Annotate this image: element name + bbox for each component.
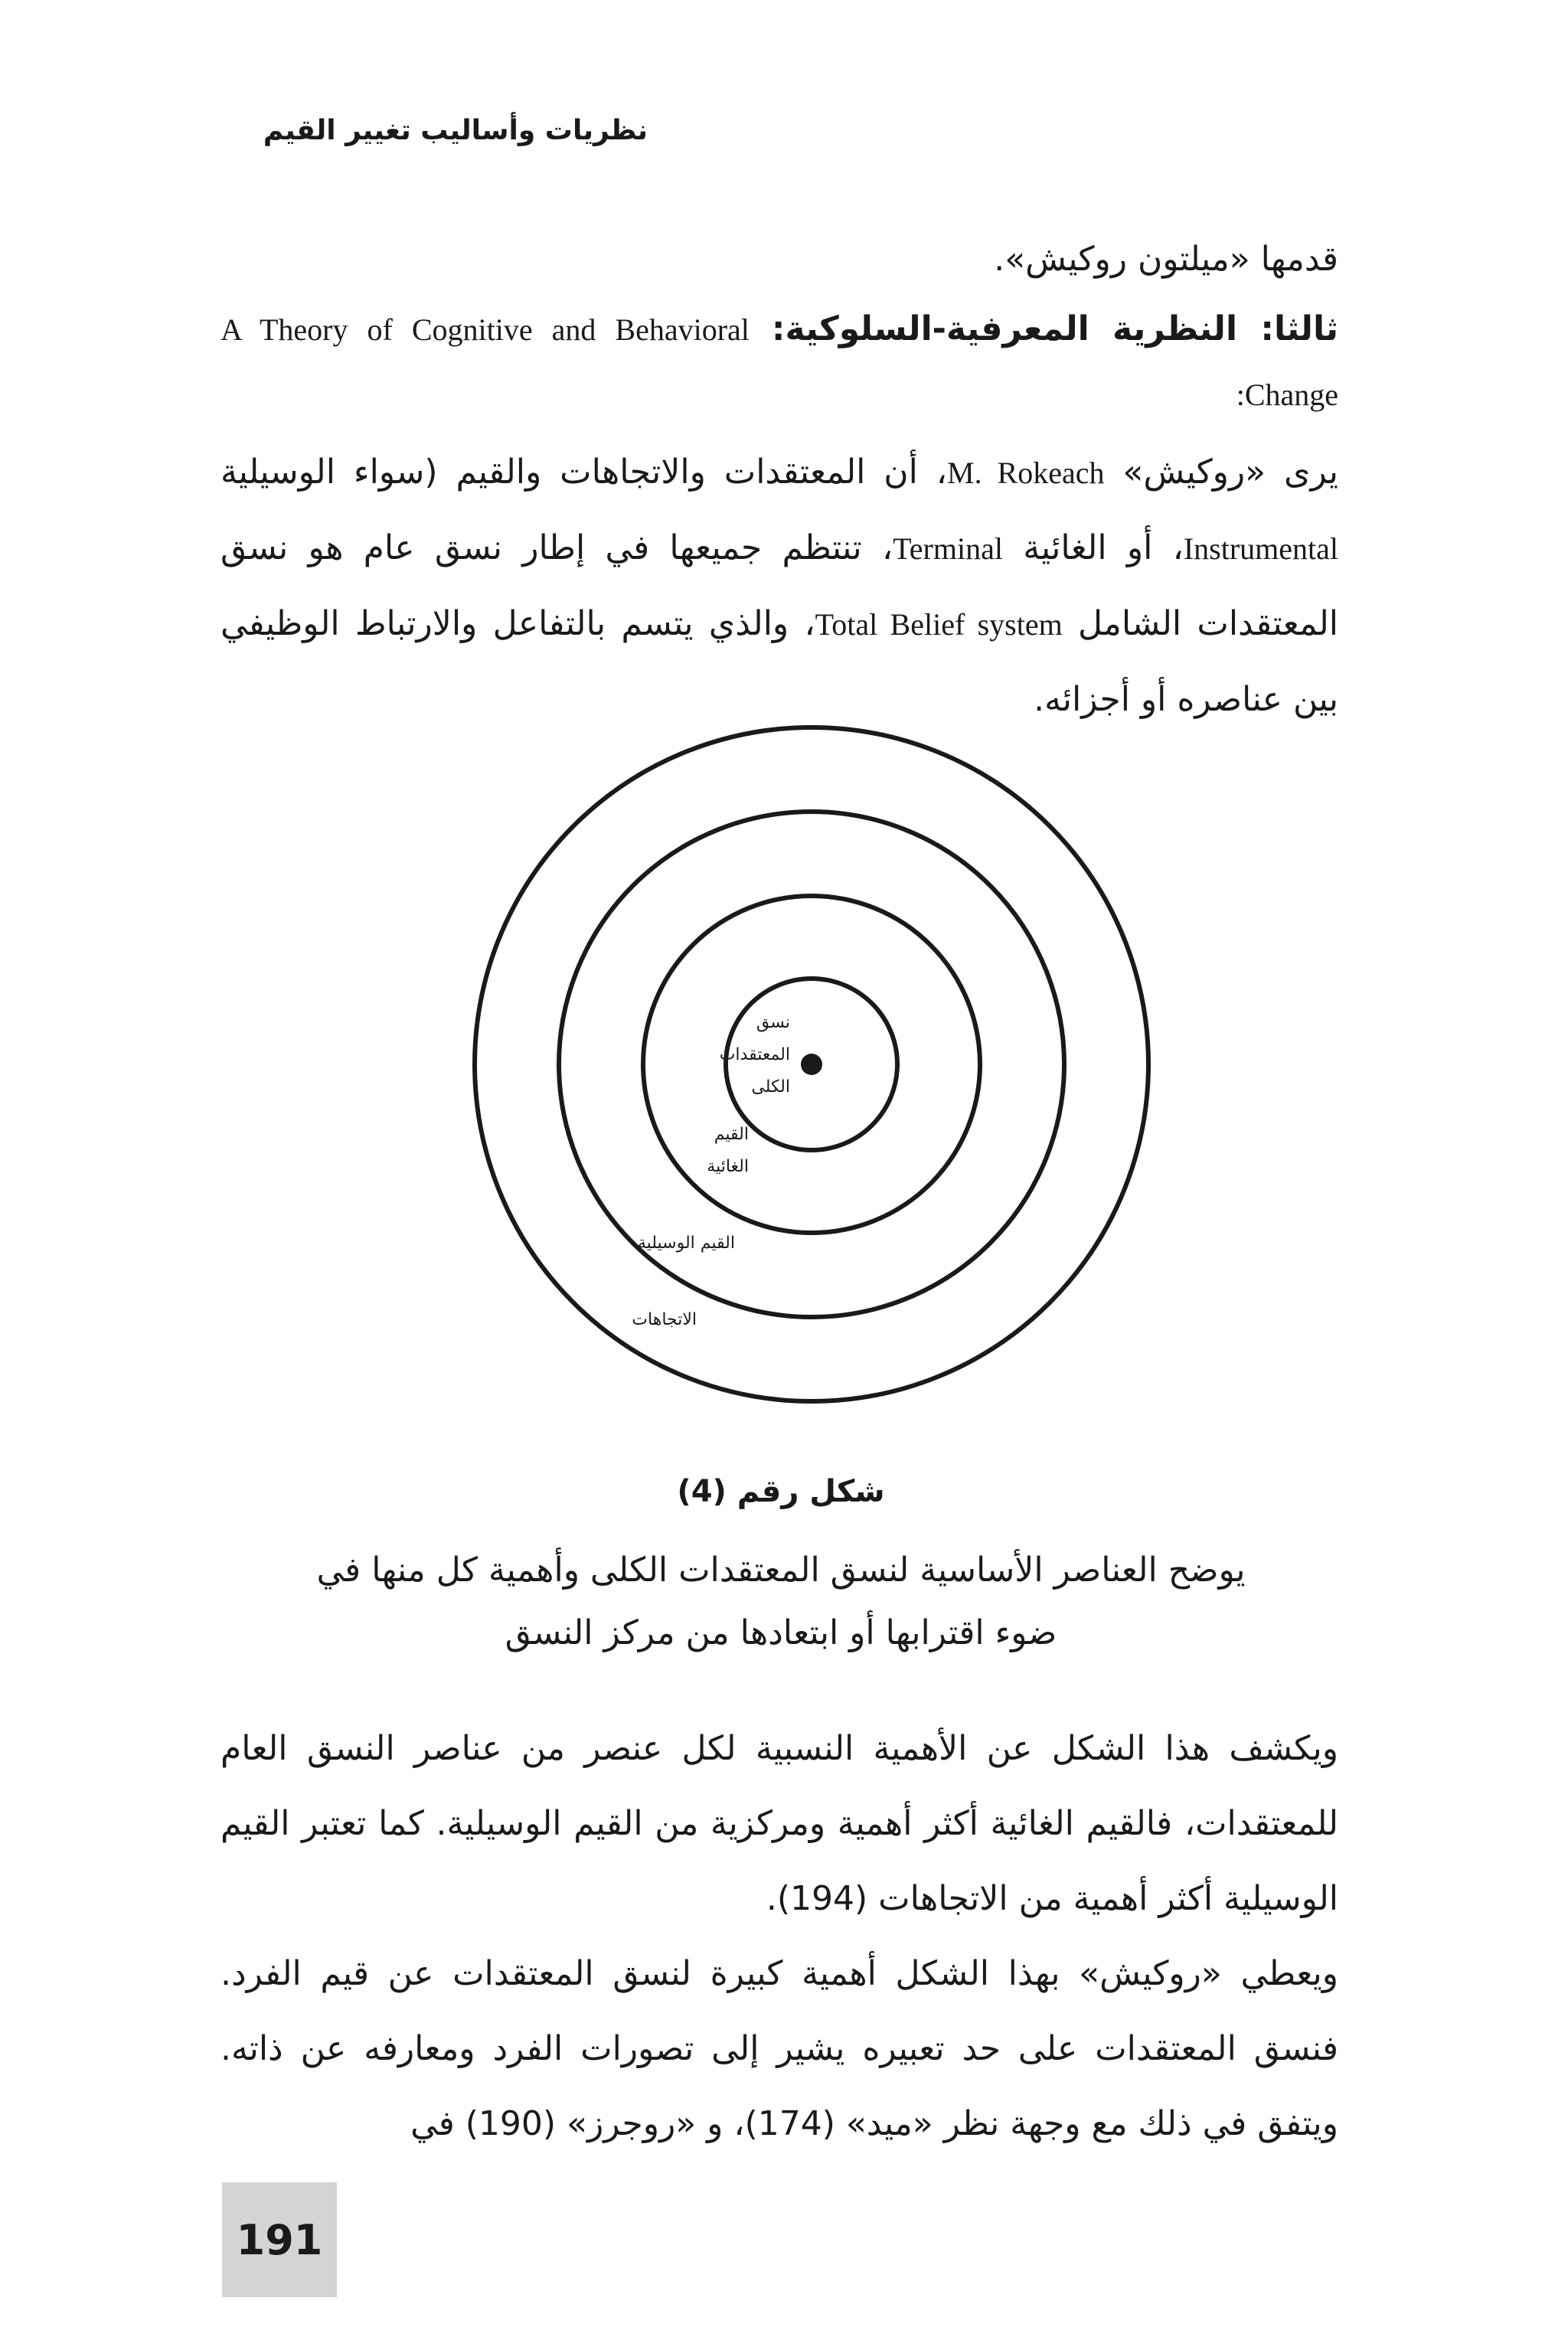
p1-term-total-belief: Total Belief system	[815, 607, 1063, 642]
section-title-arabic: ثالثا: النظرية المعرفية-السلوكية:	[771, 309, 1338, 348]
figure-caption-text	[222, 1539, 1340, 1665]
label-instrumental: القيم الوسيلية	[637, 1234, 735, 1253]
p1-text-1: يرى «روكيش»	[1104, 453, 1339, 492]
p1-text-5: ، والذي يتسم بالتفاعل والارتباط الوظيفي بين عناصره أو أجزائه.	[220, 604, 1338, 719]
p1-term-terminal: Terminal	[893, 531, 1003, 566]
body-text-bottom	[220, 1711, 1338, 2162]
label-terminal-line2: الغائية	[707, 1157, 749, 1176]
paragraph-rokeach-emphasis: ويعطي «روكيش» بهذا الشكل أهمية كبيرة لنسق المعتقدات عن قيم الفرد. فنسق المعتقدات على حد تعبيره يشير إلى تصورات الفرد ومعارفه عن ذاته. ويتفق في ذلك مع وجهة نظر «ميد» (174)، و «روجرز» (190) في	[220, 1954, 1338, 2143]
center-dot	[801, 1054, 822, 1075]
label-terminal-line1: القيم	[714, 1125, 749, 1144]
paragraph-relative-importance: ويكشف هذا الشكل عن الأهمية النسبية لكل عنصر من عناصر النسق العام للمعتقدات، فالقيم الغائية أكثر أهمية ومركزية من القيم الوسيلية. كما تعتبر القيم الوسيلية أكثر أهمية من الاتجاهات (194).	[220, 1729, 1338, 1918]
page-margin	[0, 0, 222, 2350]
intro-line: قدمها «ميلتون روكيش».	[994, 240, 1338, 279]
running-header: نظريات وأساليب تغيير القيم	[263, 115, 648, 146]
label-core-line2: المعتقدات	[719, 1045, 790, 1064]
concentric-belief-diagram	[429, 674, 1240, 1440]
page-number: 191	[222, 2182, 337, 2297]
label-core-line1: نسق	[756, 1013, 790, 1032]
section-heading	[220, 297, 1338, 427]
p1-term-rokeach: M. Rokeach	[947, 456, 1105, 490]
label-attitudes: الاتجاهات	[632, 1310, 697, 1329]
body-text-top	[220, 222, 1338, 737]
caption-line-2: ضوء اقترابها أو ابتعادها من مركز النسق	[505, 1613, 1057, 1652]
label-core-line3: الكلى	[751, 1077, 790, 1097]
p1-text-4: ، تنتظم جميعها في إطار نسق عام هو نسق المعتقدات الشامل	[220, 528, 1338, 643]
p1-text-2: ، أن المعتقدات والاتجاهات والقيم (سواء الوسيلية	[220, 453, 947, 492]
figure-caption-title: شكل رقم (4)	[677, 1474, 885, 1509]
p1-text-3: ، أو الغائية	[1002, 528, 1184, 567]
p1-term-instrumental: Instrumental	[1183, 531, 1338, 566]
section-title-english: A Theory of Cognitive and Behavioral Change:	[220, 312, 1338, 412]
caption-line-1: يوضح العناصر الأساسية لنسق المعتقدات الكلى وأهمية كل منها في	[316, 1551, 1246, 1590]
